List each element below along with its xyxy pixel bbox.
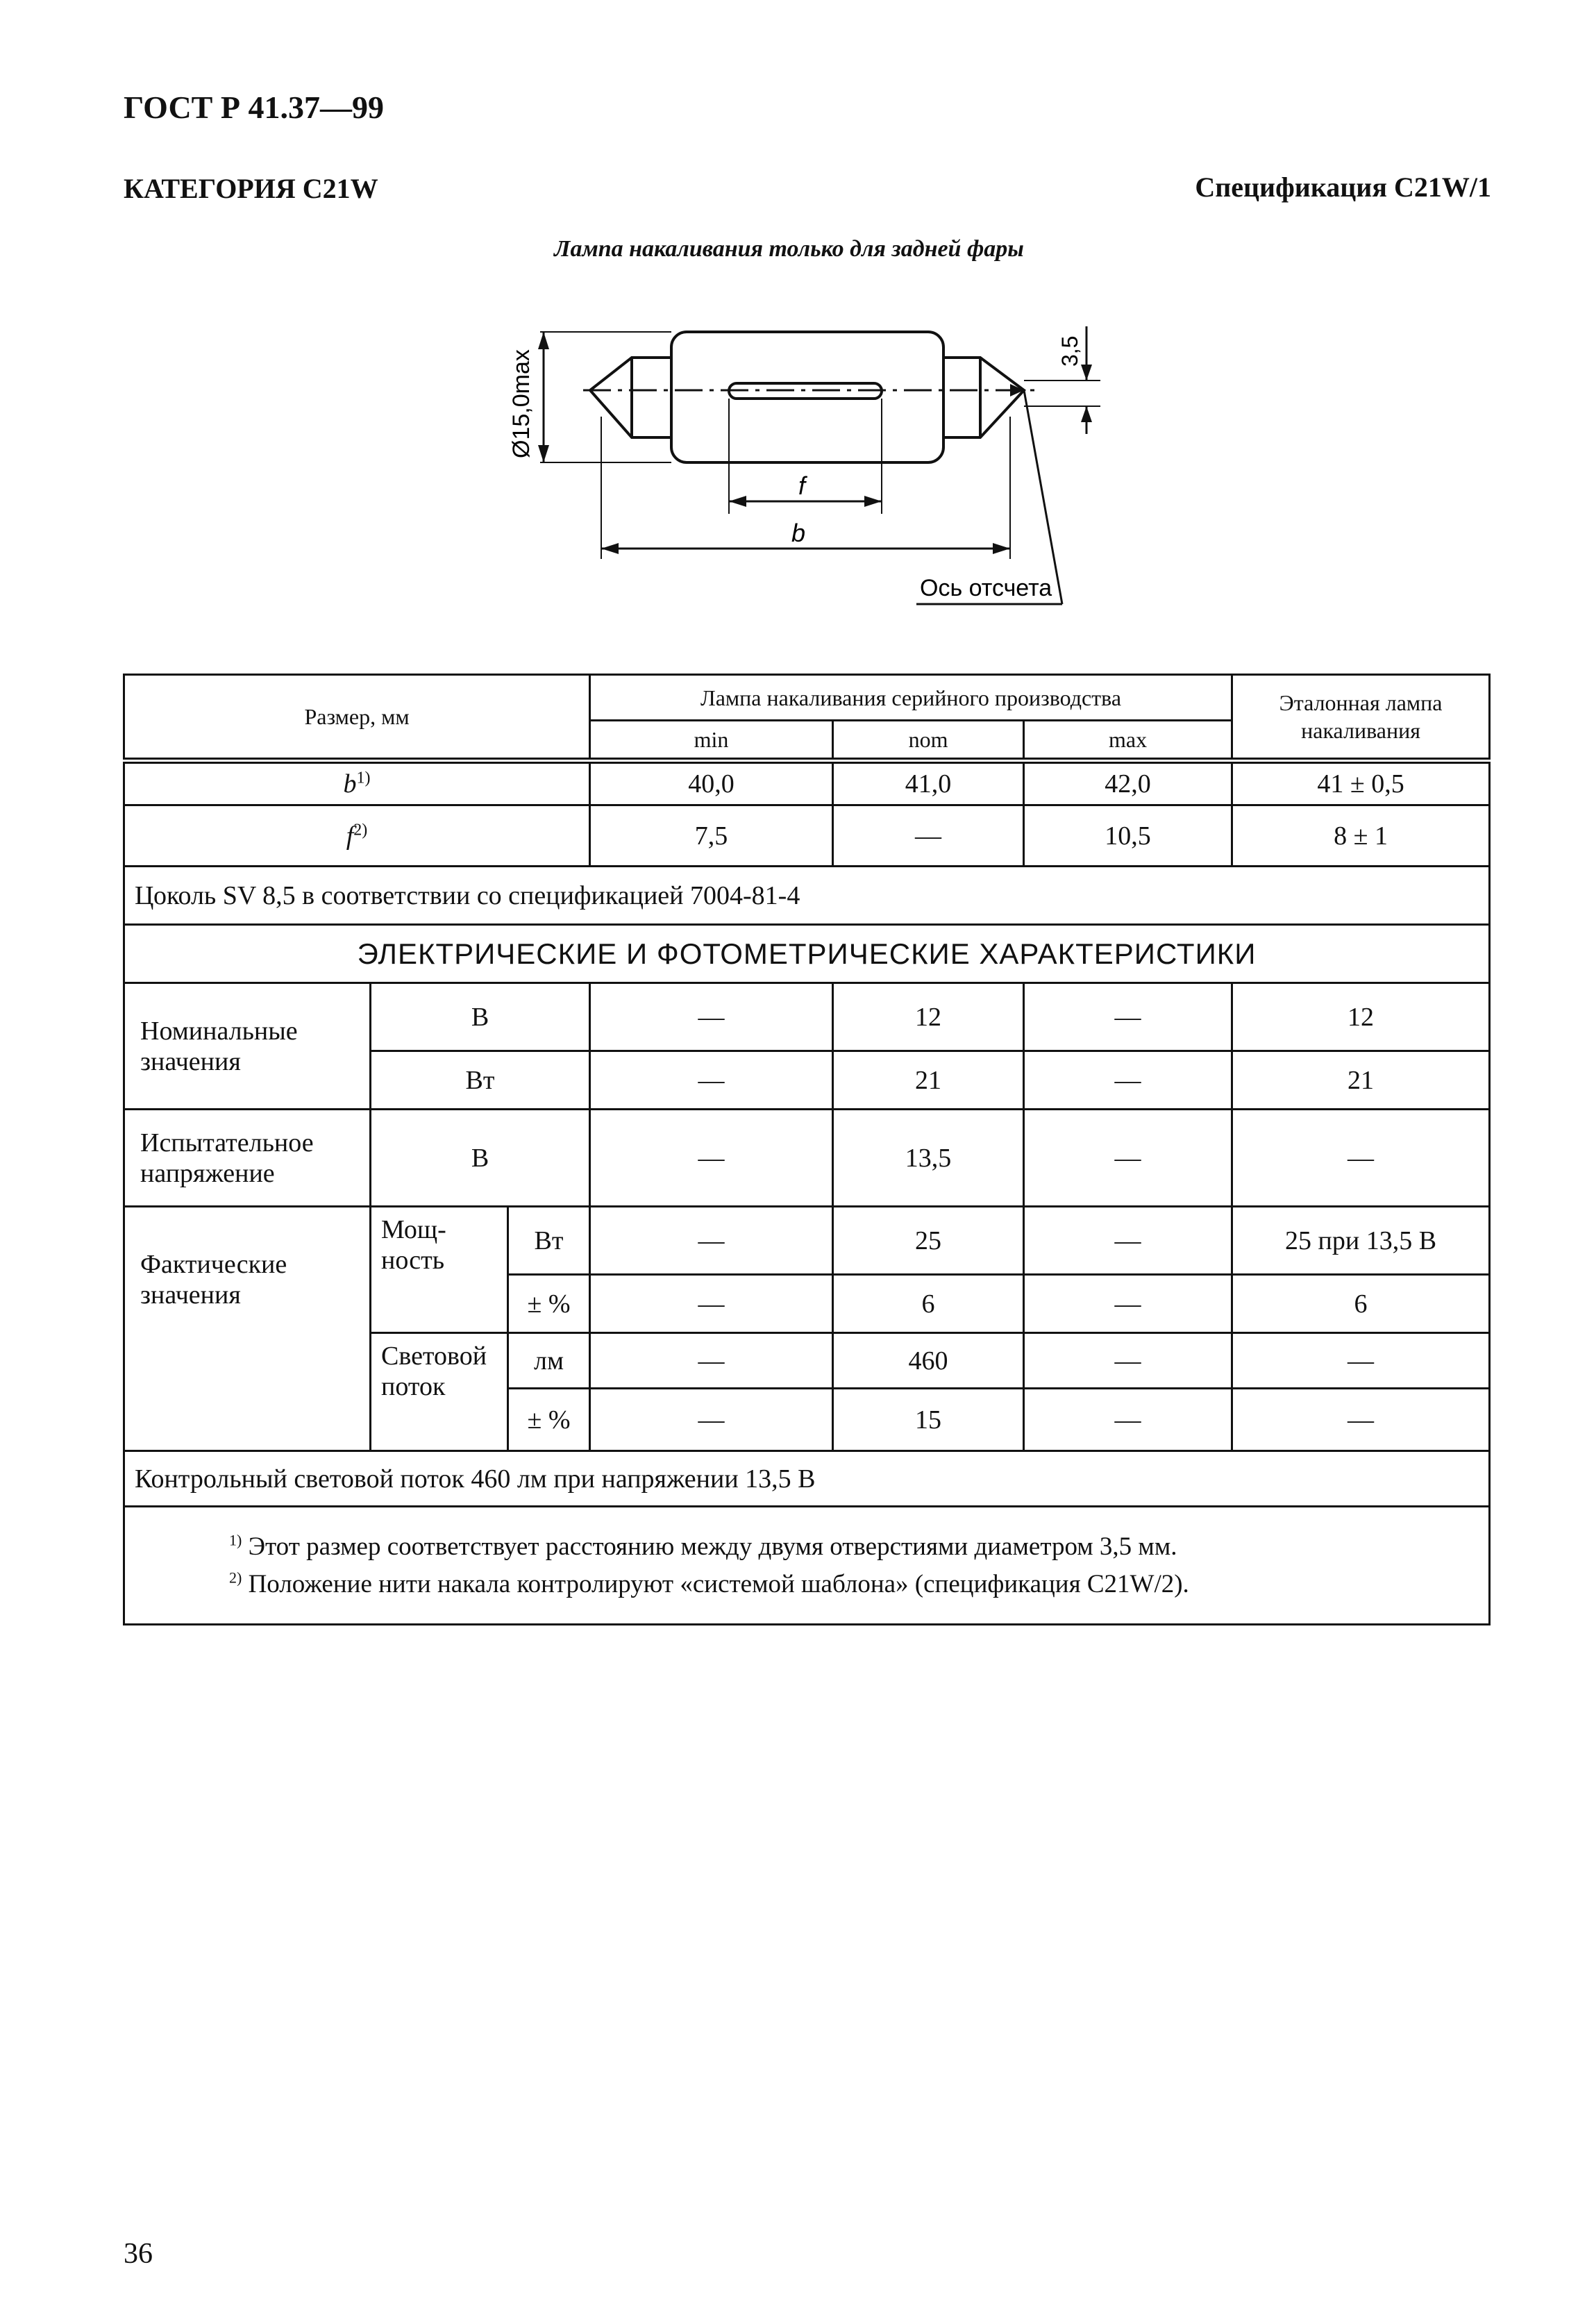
cell-b-nom: 41,0 (833, 761, 1024, 805)
row-label-f: $f^{2)}$ (124, 805, 590, 867)
table-row (124, 1207, 1490, 1275)
flux-pct-unit: ± % (508, 1389, 590, 1451)
cap-note: Цоколь SV 8,5 в соответствии со спецификацией 7004-81-4 (124, 867, 1490, 925)
footnote-1: $^{1)}$ Этот размер соответствует расстоянию между двумя отверстиями диаметром 3,5 мм. (229, 1531, 1177, 1561)
flux-lm-nom: 460 (833, 1333, 1024, 1389)
footnotes (124, 1507, 1490, 1625)
table-row (124, 1110, 1490, 1207)
diameter-label: Ø15,0max (508, 349, 535, 458)
lamp-cap-right (943, 358, 1024, 437)
nominal-w-min: — (590, 1051, 833, 1110)
flux-pct-ref: — (1232, 1389, 1490, 1451)
size-header: Размер, мм (124, 675, 590, 761)
nom-header: nom (833, 721, 1024, 761)
nominal-v-nom: 12 (833, 983, 1024, 1051)
power-w-ref: 25 при 13,5 В (1232, 1207, 1490, 1275)
test-voltage-label: Испытательное напряжение (124, 1110, 371, 1207)
power-w-nom: 25 (833, 1207, 1024, 1275)
flux-label: Световой поток (371, 1333, 508, 1451)
flux-lm-min: — (590, 1333, 833, 1389)
footnote-2: $^{2)}$ Положение нити накала контролируют «системой шаблона» (спецификация C21W/2). (229, 1569, 1189, 1598)
b-label: b (791, 519, 806, 547)
power-pct-nom: 6 (833, 1275, 1024, 1333)
cell-b-min: 40,0 (590, 761, 833, 805)
nominal-w-nom: 21 (833, 1051, 1024, 1110)
reference-axis-label: Ось отсчета (920, 575, 1052, 601)
page-number: 36 (124, 2238, 153, 2270)
row-label-b: $b^{1)}$ (124, 761, 590, 805)
document-code: ГОСТ Р 41.37—99 (124, 90, 384, 125)
offset-label: 3,5 (1057, 335, 1082, 367)
power-pct-max: — (1024, 1275, 1232, 1333)
table-row (124, 805, 1490, 867)
reference-header: Эталонная лампа накаливания (1232, 675, 1490, 761)
cell-f-min: 7,5 (590, 805, 833, 867)
lamp-subtitle: Лампа накаливания только для задней фары (554, 236, 1024, 262)
power-w-unit: Вт (508, 1207, 590, 1275)
cell-b-max: 42,0 (1024, 761, 1232, 805)
test-ref: — (1232, 1110, 1490, 1207)
nominal-v-max: — (1024, 983, 1232, 1051)
power-pct-unit: ± % (508, 1275, 590, 1333)
nominal-v-min: — (590, 983, 833, 1051)
power-pct-min: — (590, 1275, 833, 1333)
cell-b-ref: 41 ± 0,5 (1232, 761, 1490, 805)
cell-f-max: 10,5 (1024, 805, 1232, 867)
test-nom: 13,5 (833, 1110, 1024, 1207)
control-note: Контрольный световой поток 460 лм при напряжении 13,5 В (124, 1451, 1490, 1507)
table-row (124, 983, 1490, 1051)
table-row (124, 761, 1490, 805)
section-title: ЭЛЕКТРИЧЕСКИЕ И ФОТОМЕТРИЧЕСКИЕ ХАРАКТЕРИСТИКИ (124, 925, 1490, 983)
power-label: Мощ-ность (371, 1207, 508, 1333)
power-pct-ref: 6 (1232, 1275, 1490, 1333)
f-label: f (798, 471, 806, 500)
nominal-v-unit: В (371, 983, 590, 1051)
flux-lm-max: — (1024, 1333, 1232, 1389)
actual-label: Фактические значения (124, 1207, 371, 1451)
nominal-w-ref: 21 (1232, 1051, 1490, 1110)
flux-lm-unit: лм (508, 1333, 590, 1389)
specification-title: Спецификация C21W/1 (1195, 172, 1491, 203)
specification-table (123, 674, 1491, 1625)
power-w-max: — (1024, 1207, 1232, 1275)
nominal-w-unit: Вт (371, 1051, 590, 1110)
cell-f-ref: 8 ± 1 (1232, 805, 1490, 867)
test-min: — (590, 1110, 833, 1207)
serial-header: Лампа накаливания серийного производства (590, 675, 1232, 721)
lamp-drawing (0, 0, 1578, 667)
max-header: max (1024, 721, 1232, 761)
nominal-w-max: — (1024, 1051, 1232, 1110)
flux-pct-min: — (590, 1389, 833, 1451)
cell-f-nom: — (833, 805, 1024, 867)
power-w-min: — (590, 1207, 833, 1275)
flux-lm-ref: — (1232, 1333, 1490, 1389)
min-header: min (590, 721, 833, 761)
nominal-v-ref: 12 (1232, 983, 1490, 1051)
flux-pct-nom: 15 (833, 1389, 1024, 1451)
nominal-label: Номинальные значения (124, 983, 371, 1110)
test-max: — (1024, 1110, 1232, 1207)
category-title: КАТЕГОРИЯ C21W (124, 173, 378, 204)
test-unit: В (371, 1110, 590, 1207)
flux-pct-max: — (1024, 1389, 1232, 1451)
